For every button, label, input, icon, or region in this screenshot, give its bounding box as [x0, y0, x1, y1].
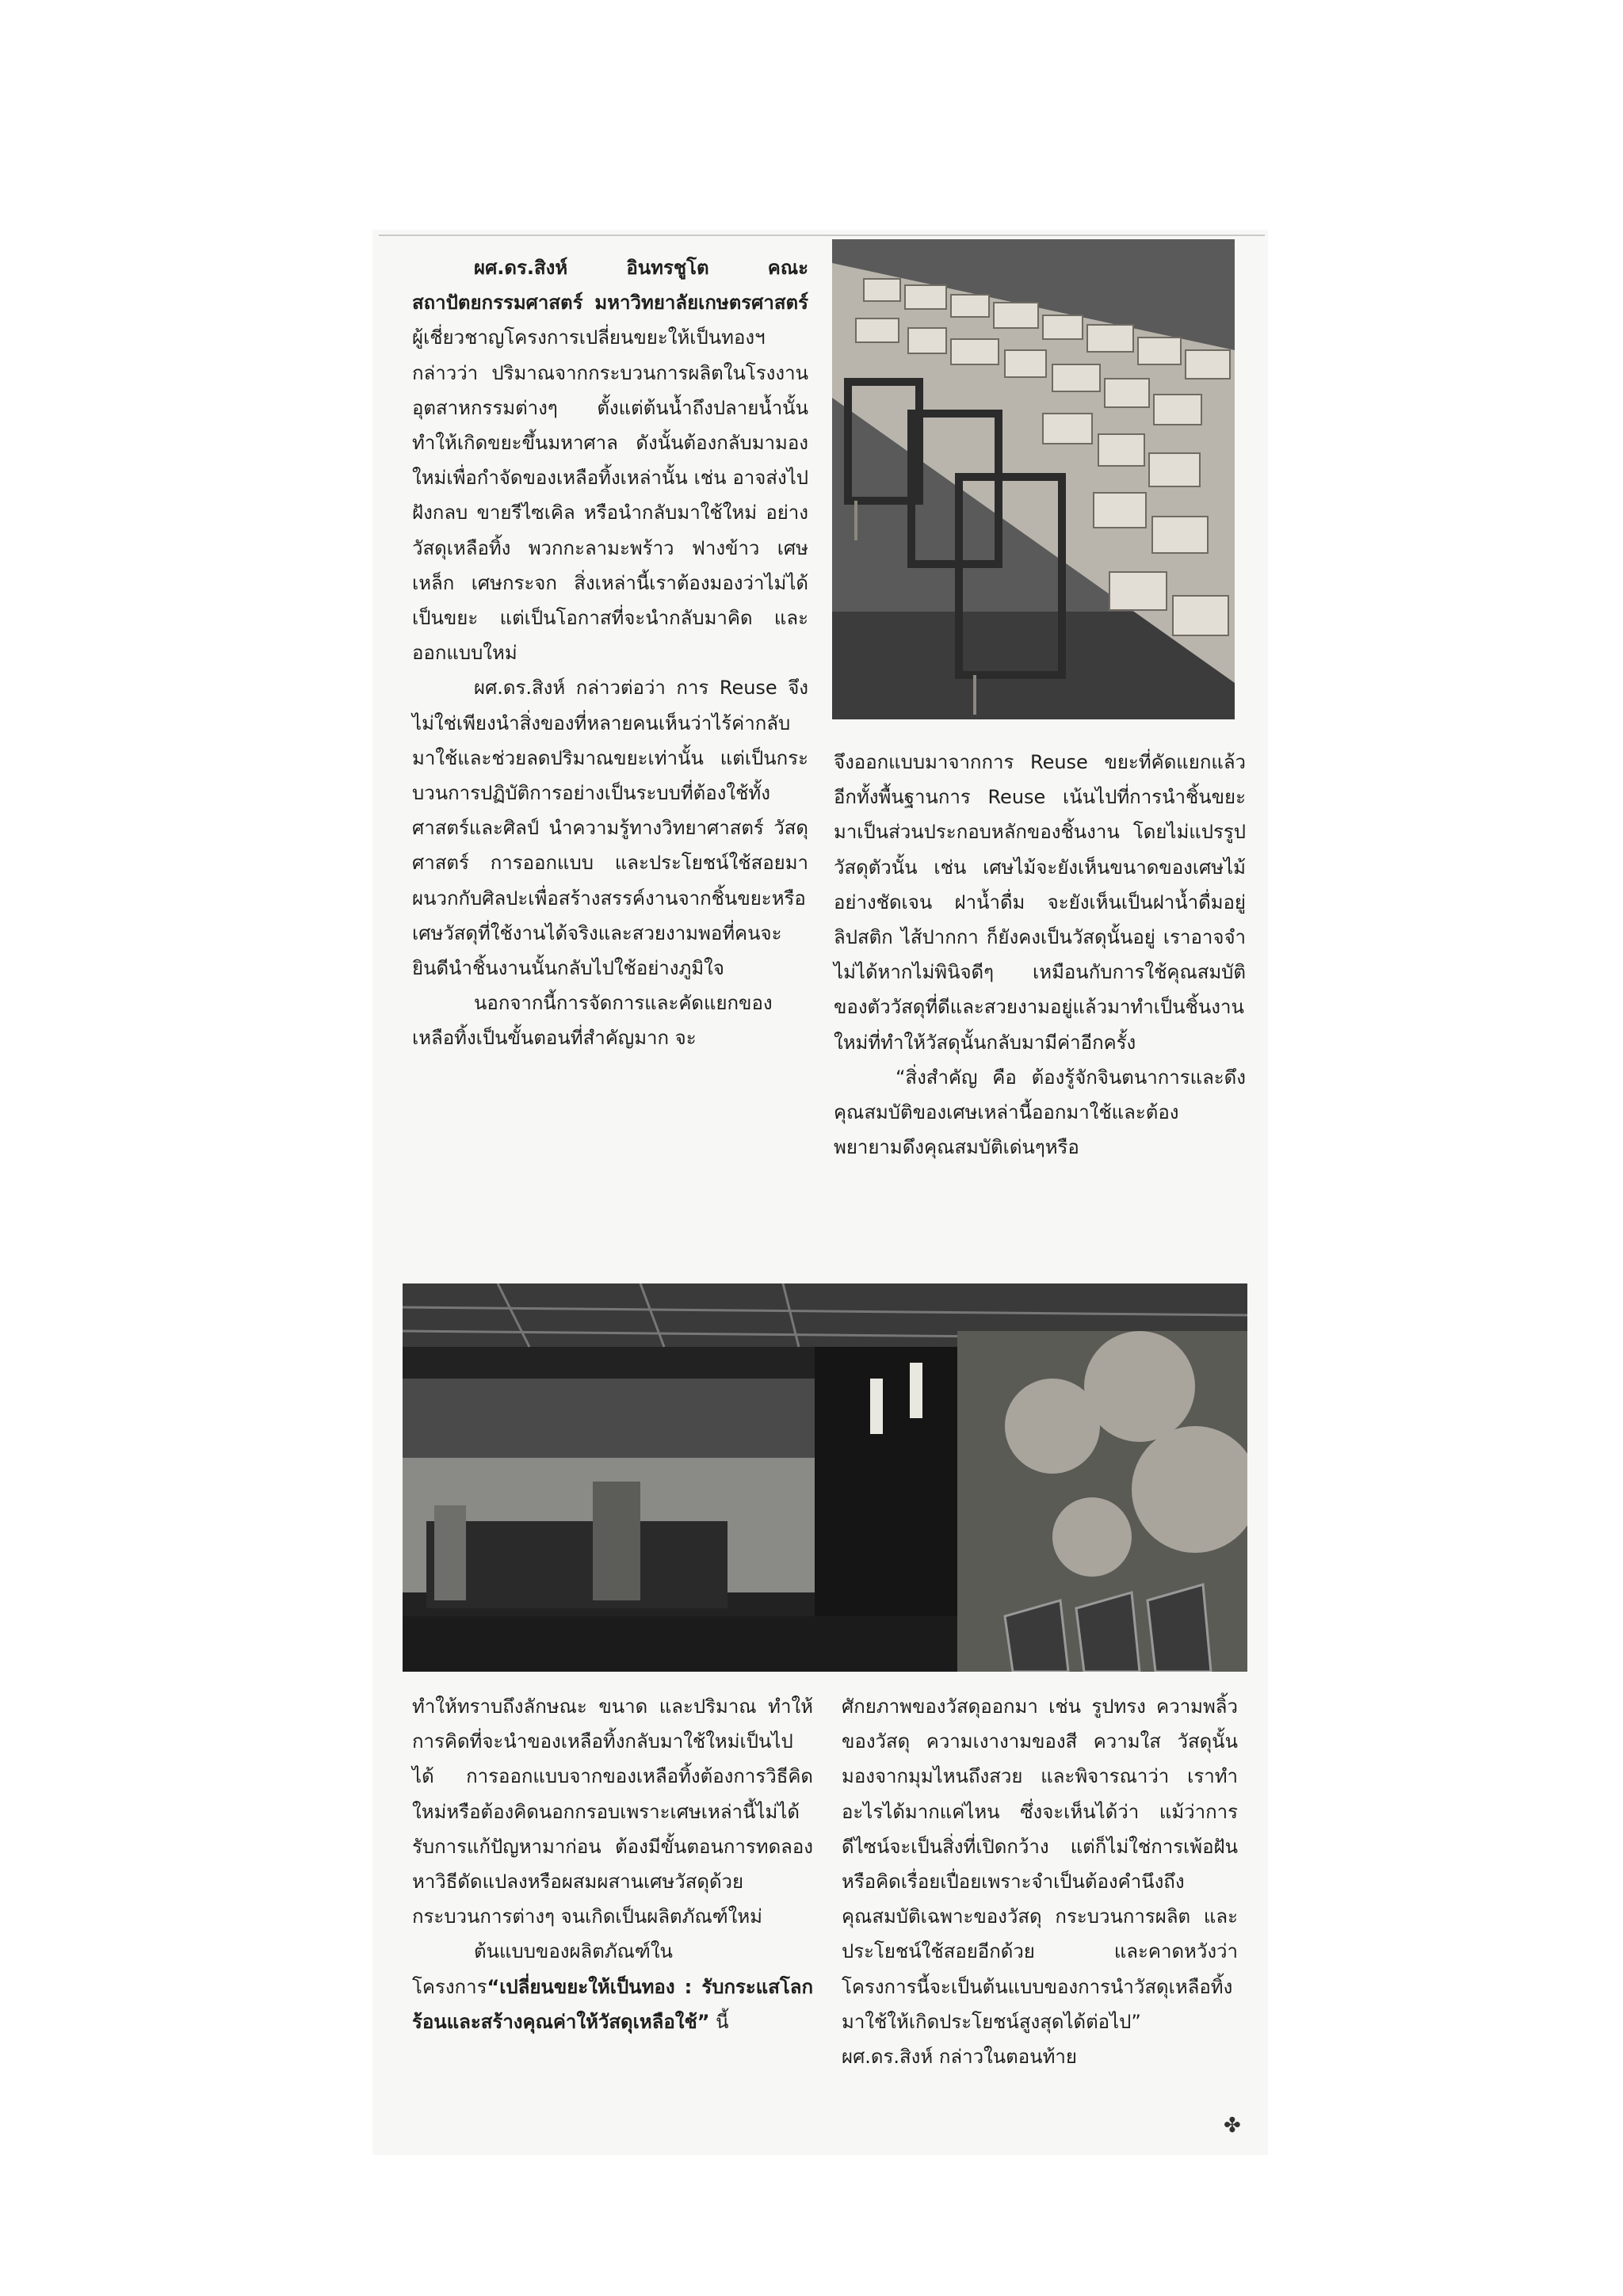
article-column-2-bottom: [842, 1689, 1238, 2074]
paragraph-quote-end: ศักยภาพของวัสดุออกมา เช่น รูปทรง ความพลิ้วของวัสดุ ความเงางามของสี ความใส วัสดุนั้นมองจากมุมไหนถึงสวย และพิจารณาว่า เราทำอะไรได้มากแค่ไหน ซึ่งจะเห็นได้ว่า แม้ว่าการดีไซน์จะเป็นสิ่งที่เปิดกว้าง แต่ก็ไม่ใช่การเพ้อฝันหรือคิดเรื่อยเปื่อยเพราะจำเป็นต้องคำนึงถึงคุณสมบัติเฉพาะของวัสดุ กระบวนการผลิต และประโยชน์ใช้สอยอีกด้วย และคาดหวังว่าโครงการนี้จะเป็นต้นแบบของการนำวัสดุเหลือทิ้งมาใช้ให้เกิดประโยชน์สูงสุดได้ต่อไป” ผศ.ดร.สิงห์ กล่าวในตอนท้าย: [842, 1695, 1238, 2069]
project-title: “เปลี่ยนขยะให้เป็นทอง : รับกระแสโลกร้อนและสร้างคุณค่าให้วัสดุเหลือใช้”: [412, 1975, 813, 2033]
paragraph-prototype: ต้นแบบของผลิตภัณฑ์ในโครงการ“เปลี่ยนขยะให้เป็นทอง : รับกระแสโลกร้อนและสร้างคุณค่าให้วัสดุเหลือใช้” นี้: [412, 1940, 813, 2033]
photo-interior-showroom: [403, 1283, 1247, 1672]
article-column-1-top: [412, 250, 808, 1056]
paragraph-sorting-continued: ทำให้ทราบถึงลักษณะ ขนาด และปริมาณ ทำให้การคิดที่จะนำของเหลือทิ้งกลับมาใช้ใหม่เป็นไปได้ การออกแบบจากของเหลือทิ้งต้องการวิธีคิดใหม่หรือต้องคิดนอกกรอบเพราะเศษเหล่านี้ไม่ได้รับการแก้ปัญหามาก่อน ต้องมีขั้นตอนการทดลองหาวิธีดัดแปลงหรือผสมผสานเศษวัสดุด้วยกระบวนการต่างๆ จนเกิดเป็นผลิตภัณฑ์ใหม่: [412, 1695, 813, 1928]
paragraph-reuse: ผศ.ดร.สิงห์ กล่าวต่อว่า การ Reuse จึงไม่ใช่เพียงนำสิ่งของที่หลายคนเห็นว่าไร้ค่ากลับมาใช้และช่วยลดปริมาณขยะเท่านั้น แต่เป็นกระบวนการปฏิบัติการอย่างเป็นระบบที่ต้องใช้ทั้งศาสตร์และศิลป์ นำความรู้ทางวิทยาศาสตร์ วัสดุศาสตร์ การออกแบบ และประโยชน์ใช้สอยมาผนวกกับศิลปะเพื่อสร้างสรรค์งานจากชิ้นขยะหรือเศษวัสดุที่ใช้งานได้จริงและสวยงามพอที่คนจะยินดีนำชิ้นงานนั้นกลับไปใช้อย่างภูมิใจ: [412, 677, 808, 980]
author-credit: ผศ.ดร.สิงห์ อินทรชูโต คณะสถาปัตยกรรมศาสตร์ มหาวิทยาลัยเกษตรศาสตร์: [412, 257, 808, 315]
paragraph-reuse-method: จึงออกแบบมาจากการ Reuse ขยะที่คัดแยกแล้ว อีกทั้งพื้นฐานการ Reuse เน้นไปที่การนำชิ้นขยะมาเป็นส่วนประกอบหลักของชิ้นงาน โดยไม่แปรรูปวัสดุตัวนั้น เช่น เศษไม้จะยังเห็นขนาดของเศษไม้อย่างชัดเจน ฝาน้ำดื่ม จะยังเห็นเป็นฝาน้ำดื่มอยู่ ลิปสติก ไส้ปากกา ก็ยังคงเป็นวัสดุนั้นอยู่ เราอาจจำไม่ได้หากไม่พินิจดีๆ เหมือนกับการใช้คุณสมบัติของตัววัสดุที่ดีและสวยงามอยู่แล้วมาทำเป็นชิ้นงานใหม่ที่ทำให้วัสดุนั้นกลับมามีค่าอีกครั้ง: [834, 751, 1246, 1054]
photo-bench-stools: [832, 239, 1235, 719]
article-column-1-bottom: [412, 1689, 813, 2039]
clipping-edge: [379, 235, 1265, 236]
article-column-2-top: [834, 745, 1246, 1165]
paragraph-intro: ผศ.ดร.สิงห์ อินทรชูโต คณะสถาปัตยกรรมศาสตร์ มหาวิทยาลัยเกษตรศาสตร์ ผู้เชี่ยวชาญโครงการเปลี่ยนขยะให้เป็นทองฯ กล่าวว่า ปริมาณจากกระบวนการผลิตในโรงงานอุตสาหกรรมต่างๆ ตั้งแต่ต้นน้ำถึงปลายน้ำนั้นทำให้เกิดขยะขึ้นมหาศาล ดังนั้นต้องกลับมามองใหม่เพื่อกำจัดของเหลือทิ้งเหล่านั้น เช่น อาจส่งไปฝังกลบ ขายรีไซเคิล หรือนำกลับมาใช้ใหม่ อย่างวัสดุเหลือทิ้ง พวกกะลามะพร้าว ฟางข้าว เศษเหล็ก เศษกระจก สิ่งเหล่านี้เราต้องมองว่าไม่ได้เป็นขยะ แต่เป็นโอกาสที่จะนำกลับมาคิด และออกแบบใหม่: [412, 257, 808, 665]
end-mark-icon: ✤: [1224, 2114, 1241, 2138]
paragraph-quote-start: “สิ่งสำคัญ คือ ต้องรู้จักจินตนาการและดึงคุณสมบัติของเศษเหล่านี้ออกมาใช้และต้องพยายามดึงคุณสมบัติเด่นๆหรือ: [834, 1066, 1246, 1159]
paragraph-sorting: นอกจากนี้การจัดการและคัดแยกของเหลือทิ้งเป็นขั้นตอนที่สำคัญมาก จะ: [412, 992, 773, 1050]
